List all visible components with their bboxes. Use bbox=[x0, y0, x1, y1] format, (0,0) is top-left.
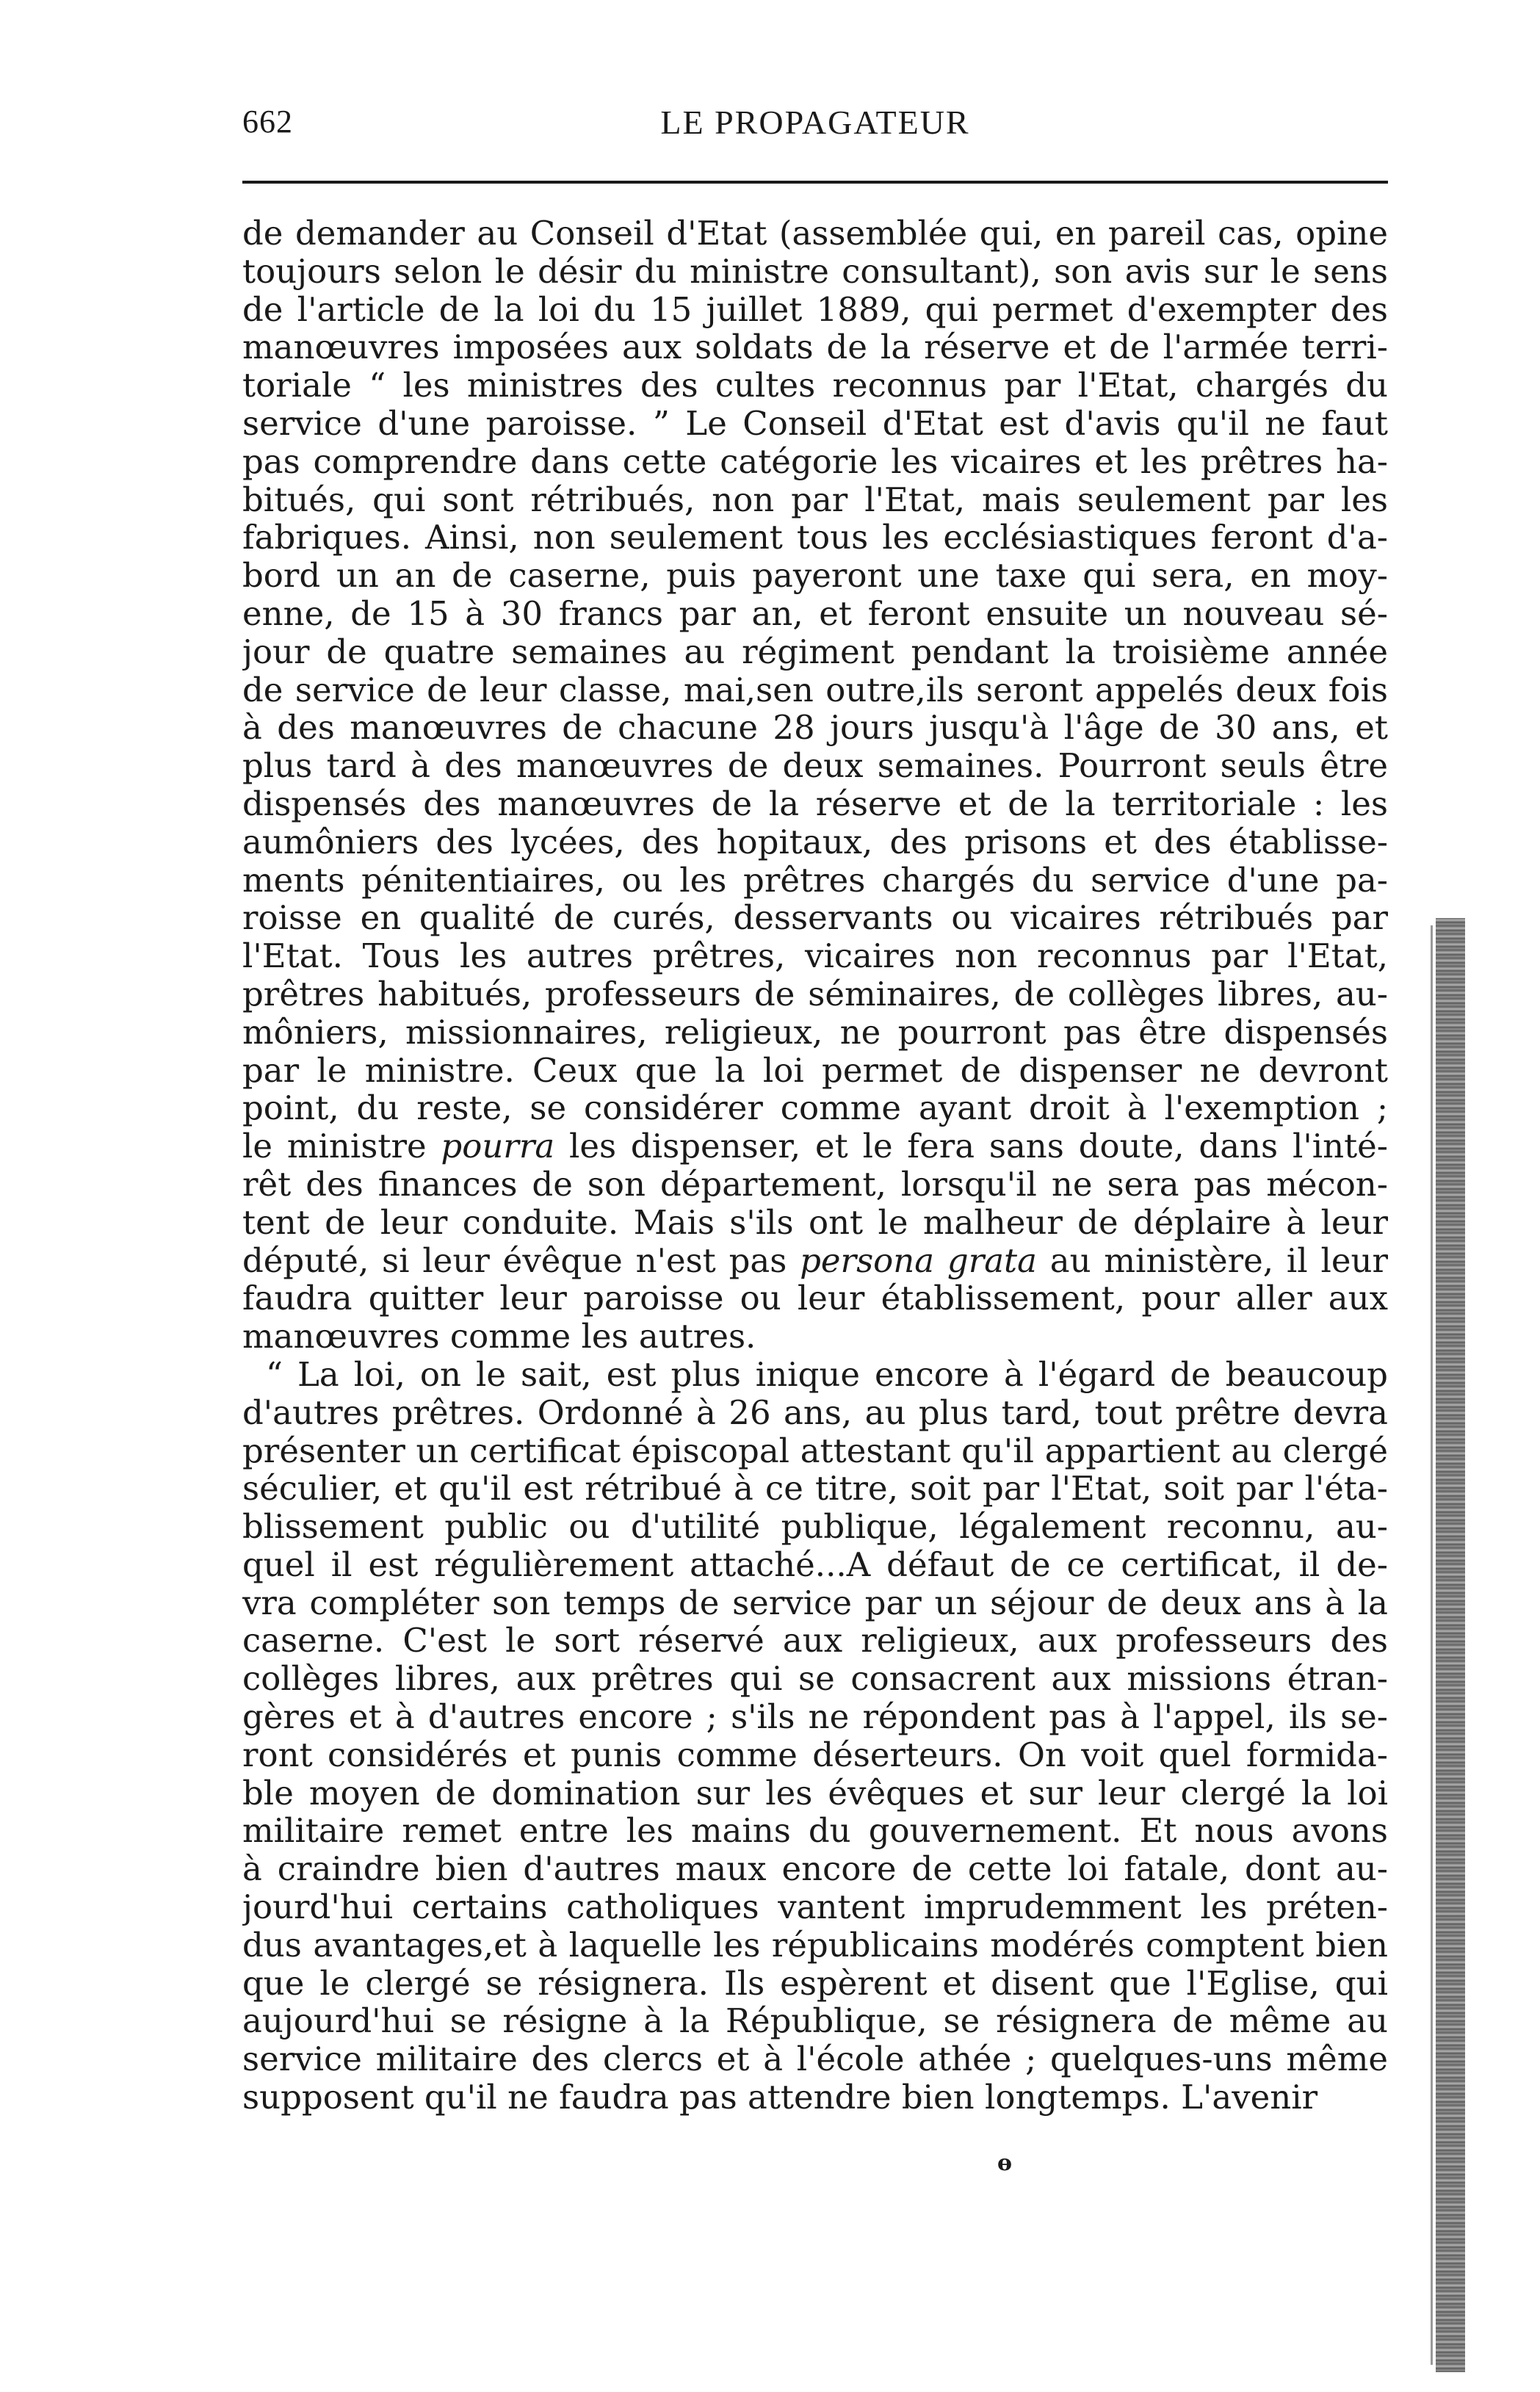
text-line: à des manœuvres de chacune 28 jours jusqu'à l'âge de 30 ans, et bbox=[242, 709, 1388, 748]
header-rule bbox=[242, 181, 1388, 184]
text-line: enne, de 15 à 30 francs par an, et feront ensuite un nouveau sé- bbox=[242, 594, 1388, 633]
text-line: aujourd'hui se résigne à la République, se résignera de même au bbox=[242, 2002, 1388, 2041]
page-edge-line bbox=[1431, 925, 1433, 2365]
text-line: que le clergé se résignera. Ils espèrent et disent que l'Eglise, qui bbox=[242, 1964, 1388, 2003]
text-line: d'autres prêtres. Ordonné à 26 ans, au plus tard, tout prêtre devra bbox=[242, 1393, 1388, 1432]
text-line: quel il est régulièrement attaché...A défaut de ce certificat, il de- bbox=[242, 1545, 1388, 1584]
text-line: point, du reste, se considérer comme ayant droit à l'exemption ; bbox=[242, 1089, 1388, 1128]
text-line: bitués, qui sont rétribués, non par l'Etat, mais seulement par les bbox=[242, 480, 1388, 519]
text-line: collèges libres, aux prêtres qui se consacrent aux missions étran- bbox=[242, 1660, 1388, 1699]
text-line: roisse en qualité de curés, desservants ou vicaires rétribués par bbox=[242, 899, 1388, 938]
text-line: dispensés des manœuvres de la réserve et de la territoriale : les bbox=[242, 784, 1388, 823]
text-line: manœuvres imposées aux soldats de la réserve et de l'armée terri- bbox=[242, 328, 1388, 367]
text-line: à craindre bien d'autres maux encore de cette loi fatale, dont au- bbox=[242, 1850, 1388, 1889]
text-line: dus avantages,et à laquelle les républicains modérés comptent bien bbox=[242, 1926, 1388, 1965]
text-line: plus tard à des manœuvres de deux semaines. Pourront seuls être bbox=[242, 747, 1388, 785]
text-line: manœuvres comme les autres. bbox=[242, 1318, 756, 1356]
text-line: gères et à d'autres encore ; s'ils ne répondent pas à l'appel, ils se- bbox=[242, 1698, 1388, 1736]
text-line: toriale “ les ministres des cultes reconnus par l'Etat, chargés du bbox=[242, 366, 1388, 405]
text-line: toujours selon le désir du ministre consultant), son avis sur le sens bbox=[242, 252, 1388, 291]
text-line: ront considérés et punis comme déserteurs. On voit quel formida- bbox=[242, 1735, 1388, 1774]
page-number: 662 bbox=[242, 104, 293, 140]
text-line: service militaire des clercs et à l'école athée ; quelques-uns même bbox=[242, 2040, 1388, 2079]
text-line: tent de leur conduite. Mais s'ils ont le malheur de déplaire à leur bbox=[242, 1203, 1388, 1242]
text-line: de service de leur classe, mai,sen outre,ils seront appelés deux fois bbox=[242, 671, 1388, 709]
text-line: rêt des finances de son département, lorsqu'il ne sera pas mécon- bbox=[242, 1165, 1388, 1204]
signature-mark: ɵ bbox=[997, 2150, 1013, 2176]
text-line: militaire remet entre les mains du gouvernement. Et nous avons bbox=[242, 1812, 1388, 1851]
italic-phrase: persona grata bbox=[800, 1241, 1037, 1280]
text-line: aumôniers des lycées, des hopitaux, des prisons et des établisse- bbox=[242, 823, 1388, 861]
text-line: par le ministre. Ceux que la loi permet de dispenser ne devront bbox=[242, 1051, 1388, 1090]
text-line: prêtres habitués, professeurs de séminaires, de collèges libres, au- bbox=[242, 975, 1388, 1013]
text-line: supposent qu'il ne faudra pas attendre bien longtemps. L'avenir bbox=[242, 2078, 1318, 2117]
text-line: “ La loi, on le sait, est plus inique encore à l'égard de beaucoup bbox=[266, 1355, 1388, 1394]
text-line: fabriques. Ainsi, non seulement tous les ecclésiastiques feront d'a- bbox=[242, 518, 1388, 557]
text-line: le ministre pourra les dispenser, et le fera sans doute, dans l'inté- bbox=[242, 1127, 1388, 1166]
text-line: de demander au Conseil d'Etat (assemblée qui, en pareil cas, opine bbox=[242, 214, 1388, 253]
running-head bbox=[242, 103, 1388, 147]
text-line: bord un an de caserne, puis payeront une taxe qui sera, en moy- bbox=[242, 557, 1388, 595]
journal-title: LE PROPAGATEUR bbox=[660, 104, 970, 141]
text-line: service d'une paroisse. ” Le Conseil d'Etat est d'avis qu'il ne faut bbox=[242, 404, 1388, 443]
text-line: jour de quatre semaines au régiment pendant la troisième année bbox=[242, 632, 1388, 671]
text-line: ments pénitentiaires, ou les prêtres chargés du service d'une pa- bbox=[242, 861, 1388, 900]
text-line: député, si leur évêque n'est pas persona grata au ministère, il leur bbox=[242, 1241, 1388, 1280]
body-text bbox=[242, 214, 1388, 2117]
text-line: de l'article de la loi du 15 juillet 1889, qui permet d'exempter des bbox=[242, 290, 1388, 329]
text-line: faudra quitter leur paroisse ou leur établissement, pour aller aux bbox=[242, 1279, 1388, 1318]
italic-phrase: pourra bbox=[441, 1127, 555, 1166]
text-line: ble moyen de domination sur les évêques et sur leur clergé la loi bbox=[242, 1774, 1388, 1813]
text-line: pas comprendre dans cette catégorie les vicaires et les prêtres ha- bbox=[242, 442, 1388, 481]
text-line: vra compléter son temps de service par un séjour de deux ans à la bbox=[242, 1583, 1388, 1622]
page-edge-shadow bbox=[1436, 918, 1465, 2372]
text-line: blissement public ou d'utilité publique, légalement reconnu, au- bbox=[242, 1508, 1388, 1546]
text-line: présenter un certificat épiscopal attestant qu'il appartient au clergé bbox=[242, 1431, 1388, 1470]
text-line: môniers, missionnaires, religieux, ne pourront pas être dispensés bbox=[242, 1013, 1388, 1052]
text-line: jourd'hui certains catholiques vantent imprudemment les préten- bbox=[242, 1888, 1388, 1926]
text-line: séculier, et qu'il est rétribué à ce titre, soit par l'Etat, soit par l'éta- bbox=[242, 1470, 1388, 1508]
text-line: caserne. C'est le sort réservé aux religieux, aux professeurs des bbox=[242, 1622, 1388, 1661]
text-line: l'Etat. Tous les autres prêtres, vicaires non reconnus par l'Etat, bbox=[242, 937, 1388, 975]
